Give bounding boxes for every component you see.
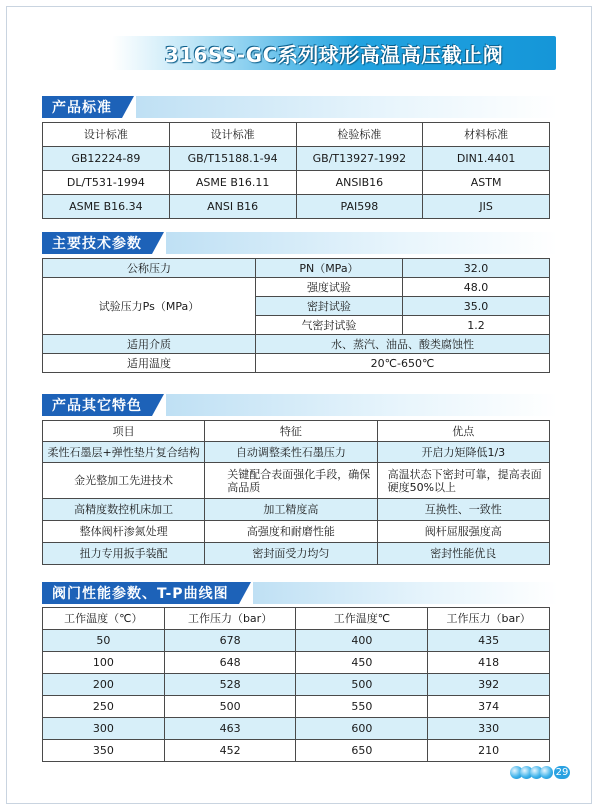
table-header: 材料标准 (423, 123, 550, 147)
section-title-tech: 主要技术参数 (42, 232, 152, 254)
features-table (42, 420, 550, 565)
table-row (43, 543, 550, 565)
table-cell: GB12224-89 (43, 147, 170, 171)
table-cell: 550 (296, 696, 428, 718)
section-header-standards (42, 96, 558, 118)
table-cell: 适用介质 (43, 335, 256, 354)
table-cell: 678 (164, 630, 296, 652)
table-row (43, 463, 550, 499)
table-cell: 48.0 (402, 278, 549, 297)
table-cell: ASME B16.11 (169, 171, 296, 195)
table-cell: DIN1.4401 (423, 147, 550, 171)
table-cell: 高精度数控机床加工 (43, 499, 205, 521)
table-cell: 试验压力Ps（MPa） (43, 278, 256, 335)
table-cell: 50 (43, 630, 165, 652)
section-header-performance (42, 582, 558, 604)
table-cell: PAI598 (296, 195, 423, 219)
table-cell: 自动调整柔性石墨压力 (205, 442, 377, 463)
table-cell: 350 (43, 740, 165, 762)
table-cell: 400 (296, 630, 428, 652)
table-cell: 柔性石墨层+弹性垫片复合结构 (43, 442, 205, 463)
table-cell: ASTM (423, 171, 550, 195)
table-cell: 阀杆屈服强度高 (377, 521, 549, 543)
table-cell: 500 (164, 696, 296, 718)
table-cell: 关键配合表面强化手段，确保高品质 (205, 463, 377, 499)
table-cell: 适用温度 (43, 354, 256, 373)
table-cell: 密封面受力均匀 (205, 543, 377, 565)
table-row (43, 521, 550, 543)
table-cell: ASME B16.34 (43, 195, 170, 219)
table-cell: ANSIB16 (296, 171, 423, 195)
table-header: 检验标准 (296, 123, 423, 147)
table-cell: 扭力专用扳手装配 (43, 543, 205, 565)
table-row (43, 696, 550, 718)
table-cell: 250 (43, 696, 165, 718)
table-header: 项目 (43, 421, 205, 442)
page-title: 316SS-GC系列球形高温高压截止阀 (164, 42, 504, 67)
standards-table (42, 122, 550, 219)
table-cell: 648 (164, 652, 296, 674)
section-header-tech (42, 232, 558, 254)
table-header: 工作压力（bar） (428, 608, 550, 630)
table-header: 特征 (205, 421, 377, 442)
table-cell: DL/T531-1994 (43, 171, 170, 195)
table-cell: 高温状态下密封可靠，提高表面硬度50%以上 (377, 463, 549, 499)
table-cell: 互换性、一致性 (377, 499, 549, 521)
table-header: 设计标准 (169, 123, 296, 147)
table-row (43, 499, 550, 521)
table-row (43, 630, 550, 652)
table-cell: 开启力矩降低1/3 (377, 442, 549, 463)
table-cell: 水、蒸汽、油品、酸类腐蚀性 (255, 335, 549, 354)
table-cell: 450 (296, 652, 428, 674)
table-cell: 公称压力 (43, 259, 256, 278)
table-row (43, 335, 550, 354)
table-cell: 418 (428, 652, 550, 674)
table-cell: 300 (43, 718, 165, 740)
table-header: 优点 (377, 421, 549, 442)
table-cell: 330 (428, 718, 550, 740)
table-header: 工作压力（bar） (164, 608, 296, 630)
page-number-label: 29 (555, 767, 569, 778)
tech-params-table (42, 258, 550, 373)
table-row (43, 421, 550, 442)
table-row (43, 171, 550, 195)
table-cell: 528 (164, 674, 296, 696)
table-cell: 35.0 (402, 297, 549, 316)
table-cell: 374 (428, 696, 550, 718)
table-cell: 气密封试验 (255, 316, 402, 335)
table-header: 工作温度℃ (296, 608, 428, 630)
table-cell: 密封性能优良 (377, 543, 549, 565)
table-cell: GB/T15188.1-94 (169, 147, 296, 171)
table-cell: 452 (164, 740, 296, 762)
section-title-features: 产品其它特色 (42, 394, 152, 416)
table-cell: 32.0 (402, 259, 549, 278)
section-title-standards: 产品标准 (42, 96, 122, 118)
table-cell: 密封试验 (255, 297, 402, 316)
table-cell: 435 (428, 630, 550, 652)
decorative-dot-icon (540, 766, 553, 779)
table-row (43, 652, 550, 674)
table-cell: 金光整加工先进技术 (43, 463, 205, 499)
table-row (43, 442, 550, 463)
table-cell: 强度试验 (255, 278, 402, 297)
table-row (43, 718, 550, 740)
table-cell: 600 (296, 718, 428, 740)
table-row (43, 740, 550, 762)
table-cell: 463 (164, 718, 296, 740)
table-cell: 100 (43, 652, 165, 674)
table-cell: JIS (423, 195, 550, 219)
table-cell: PN（MPa） (255, 259, 402, 278)
table-header: 工作温度（℃） (43, 608, 165, 630)
section-header-features (42, 394, 558, 416)
table-cell: 650 (296, 740, 428, 762)
section-title-performance: 阀门性能参数、T-P曲线图 (42, 582, 239, 604)
table-cell: 高强度和耐磨性能 (205, 521, 377, 543)
table-cell: ANSI B16 (169, 195, 296, 219)
table-row (43, 123, 550, 147)
table-row (43, 195, 550, 219)
table-cell: 加工精度高 (205, 499, 377, 521)
page-number (510, 766, 570, 779)
table-cell: 392 (428, 674, 550, 696)
table-cell: 20℃-650℃ (255, 354, 549, 373)
table-row (43, 354, 550, 373)
title-banner (112, 36, 556, 70)
table-row (43, 259, 550, 278)
performance-table (42, 607, 550, 762)
table-cell: 整体阀杆渗氮处理 (43, 521, 205, 543)
table-cell: 200 (43, 674, 165, 696)
table-header: 设计标准 (43, 123, 170, 147)
table-cell: 500 (296, 674, 428, 696)
table-cell: 1.2 (402, 316, 549, 335)
table-row (43, 608, 550, 630)
table-row (43, 674, 550, 696)
table-cell: GB/T13927-1992 (296, 147, 423, 171)
table-row (43, 147, 550, 171)
table-cell: 210 (428, 740, 550, 762)
table-row (43, 278, 550, 297)
